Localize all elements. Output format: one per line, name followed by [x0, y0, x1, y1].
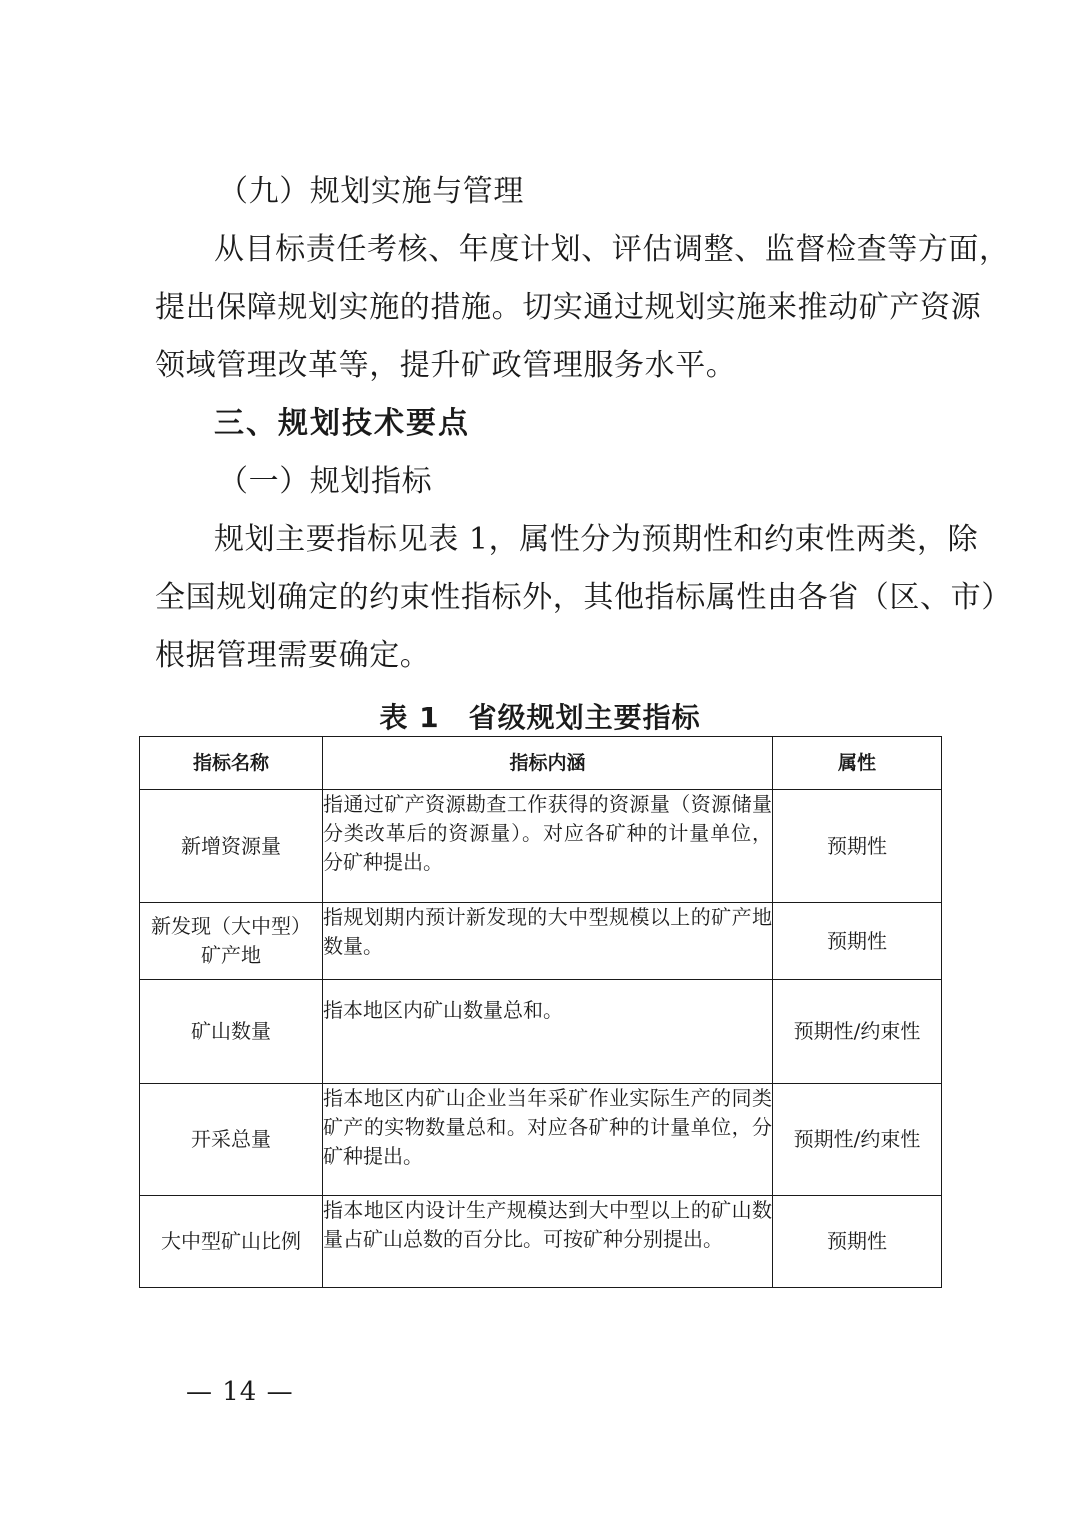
indicator-table — [139, 736, 942, 1288]
paragraph-line: 领域管理改革等，提升矿政管理服务水平。 — [155, 348, 737, 383]
table-row — [140, 980, 942, 1084]
section-heading-1: （一）规划指标 — [218, 464, 433, 499]
paragraph-line: 全国规划确定的约束性指标外，其他指标属性由各省（区、市） — [155, 580, 1012, 615]
paragraph-line: 规划主要指标见表 1，属性分为预期性和约束性两类，除 — [214, 522, 979, 557]
column-header-desc: 指标内涵 — [323, 737, 773, 790]
indicator-name: 新发现（大中型）矿产地 — [140, 903, 323, 980]
indicator-description: 指规划期内预计新发现的大中型规模以上的矿产地数量。 — [323, 903, 773, 980]
table-row — [140, 903, 942, 980]
table-row — [140, 1196, 942, 1288]
indicator-description: 指本地区内设计生产规模达到大中型以上的矿山数量占矿山总数的百分比。可按矿种分别提出。 — [323, 1196, 773, 1288]
indicator-name: 大中型矿山比例 — [140, 1196, 323, 1288]
indicator-name: 新增资源量 — [140, 790, 323, 903]
paragraph-line: 根据管理需要确定。 — [155, 638, 431, 673]
part-heading-3: 三、规划技术要点 — [214, 406, 470, 441]
section-heading-9: （九）规划实施与管理 — [218, 174, 524, 209]
paragraph-line: 提出保障规划实施的措施。切实通过规划实施来推动矿产资源 — [155, 290, 982, 325]
column-header-attr: 属性 — [773, 737, 942, 790]
indicator-name: 矿山数量 — [140, 980, 323, 1084]
indicator-attribute: 预期性 — [773, 1196, 942, 1288]
indicator-description: 指通过矿产资源勘查工作获得的资源量（资源储量分类改革后的资源量）。对应各矿种的计量单位，分矿种提出。 — [323, 790, 773, 903]
table-header-row — [140, 737, 942, 790]
indicator-attribute: 预期性/约束性 — [773, 980, 942, 1084]
indicator-attribute: 预期性/约束性 — [773, 1084, 942, 1196]
paragraph-line: 从目标责任考核、年度计划、评估调整、监督检查等方面， — [214, 232, 1010, 267]
column-header-name: 指标名称 — [140, 737, 323, 790]
table-title: 表 1 省级规划主要指标 — [379, 701, 701, 734]
indicator-attribute: 预期性 — [773, 903, 942, 980]
table-row — [140, 790, 942, 903]
table-row — [140, 1084, 942, 1196]
page-number: — 14 — — [186, 1377, 294, 1407]
indicator-description: 指本地区内矿山企业当年采矿作业实际生产的同类矿产的实物数量总和。对应各矿种的计量单位，分矿种提出。 — [323, 1084, 773, 1196]
indicator-name: 开采总量 — [140, 1084, 323, 1196]
indicator-description: 指本地区内矿山数量总和。 — [323, 980, 773, 1084]
indicator-attribute: 预期性 — [773, 790, 942, 903]
